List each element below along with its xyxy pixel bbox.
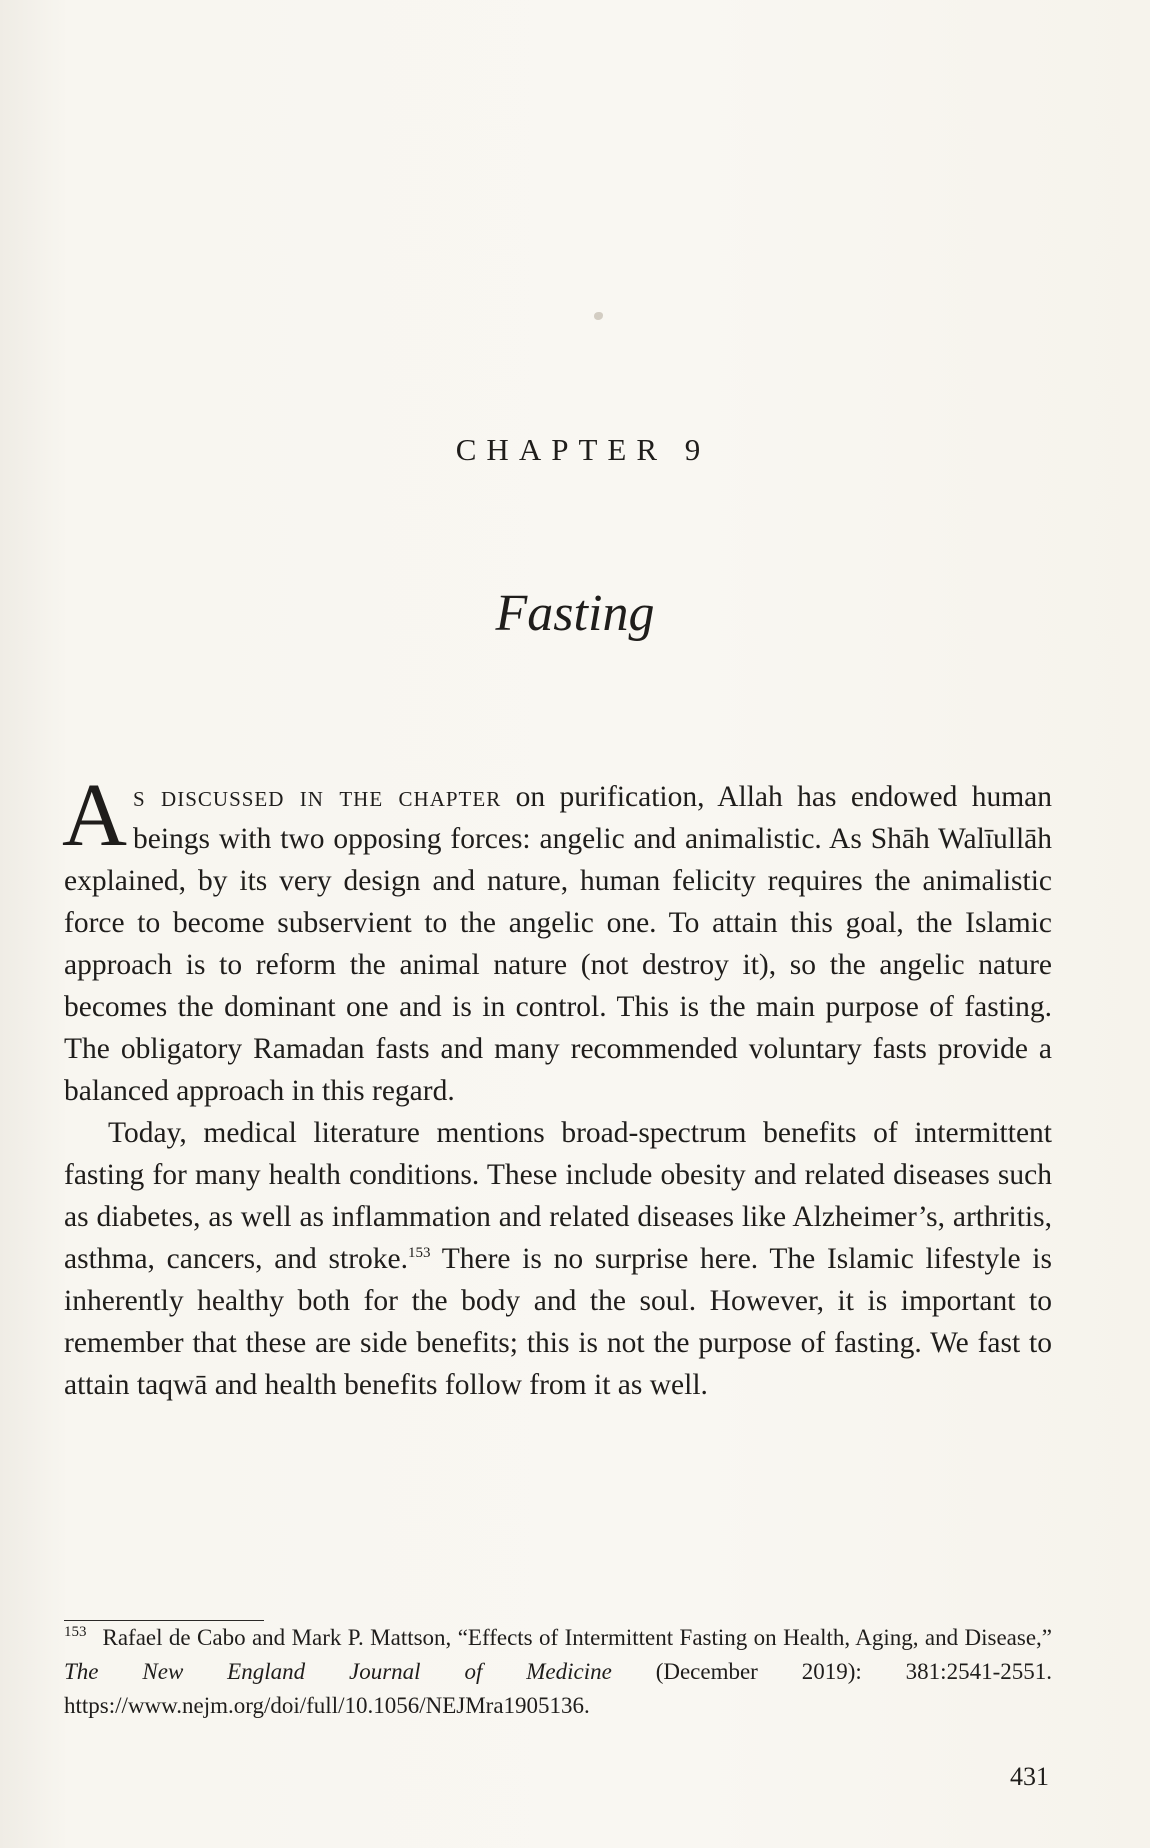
footnote-text-a: Rafael de Cabo and Mark P. Mattson, “Effects of Intermittent Fasting on Health, Aging, and Disease,” [102, 1625, 1052, 1650]
body-text [62, 766, 1052, 1406]
footnote-number: 153 [64, 1624, 87, 1641]
footnote-text-b: (December 2019): 381:2541-2551. https://www.nejm.org/doi/full/10.1056/NEJMra1905136. [64, 1659, 1052, 1718]
chapter-label: CHAPTER 9 [455, 432, 711, 467]
lead-in-smallcaps: s discussed in the chapter [133, 781, 502, 813]
page-number: 431 [1010, 1762, 1049, 1791]
paragraph-2 [64, 1112, 1052, 1406]
footnote [64, 1621, 1052, 1723]
chapter-title: Fasting [495, 585, 655, 642]
paragraph-1 [62, 766, 1052, 1112]
paragraph-1-text: on purification, Allah has endowed human beings with two opposing forces: angelic and animalistic. As Shāh Walīullāh explained, by its very design and nature, human felicity requires the animalistic force to become subservient to the angelic one. To attain this goal, the Islamic approach is to reform the animal nature (not destroy it), so the angelic nature becomes the dominant one and is in control. This is the main purpose of fasting. The obligatory Ramadan fasts and many recommended voluntary fasts provide a balanced approach in this regard. [64, 781, 1052, 1107]
paragraph-2-text-b: There is no surprise here. The Islamic lifestyle is inherently healthy both for the body and the soul. However, it is important to remember that these are side benefits; this is not the purpose of fasting. We fast to attain taqwā and health benefits follow from it as well. [64, 1243, 1052, 1401]
paper-speck [594, 312, 603, 320]
drop-cap: A [62, 766, 127, 865]
paragraph-2-text-a: Today, medical literature mentions broad-spectrum benefits of intermittent fasting for many health conditions. These include obesity and related diseases such as diabetes, as well as inflammation and related diseases like Alzheimer’s, arthritis, asthma, cancers, and stroke. [64, 1117, 1052, 1275]
footnote-reference[interactable]: 153 [408, 1245, 431, 1262]
footnote-journal: The New England Journal of Medicine [64, 1659, 612, 1684]
